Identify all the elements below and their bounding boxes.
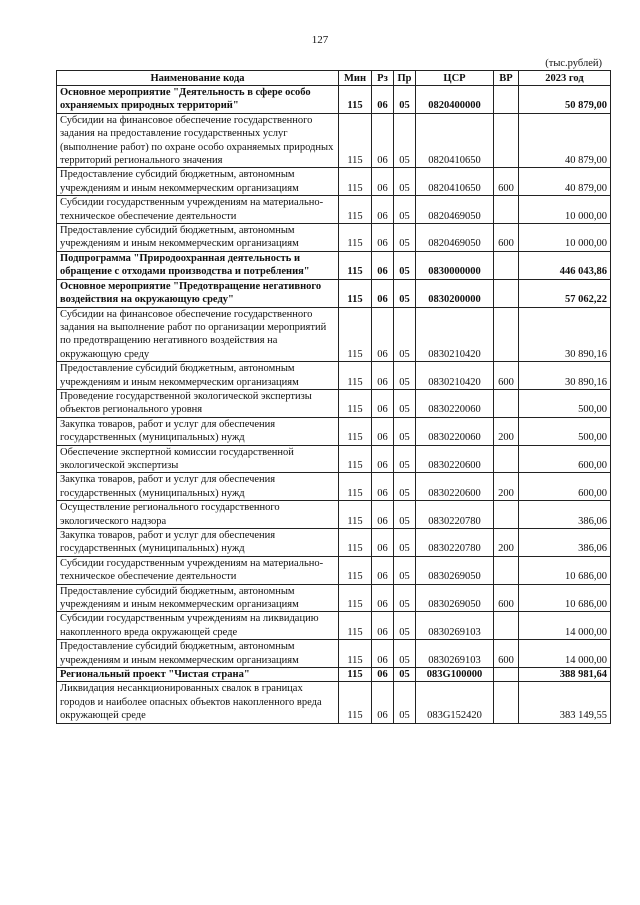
- row-vr-cell: 200: [494, 473, 519, 501]
- table-row: [57, 168, 611, 196]
- row-csr-cell: 083G100000: [416, 668, 494, 682]
- row-vr-cell: 200: [494, 417, 519, 445]
- row-name-cell: Закупка товаров, работ и услуг для обеспечения государственных (муниципальных) нужд: [57, 417, 339, 445]
- row-rz-cell: 06: [372, 682, 394, 723]
- row-rz-cell: 06: [372, 668, 394, 682]
- row-vr-cell: [494, 682, 519, 723]
- table-row: [57, 668, 611, 682]
- row-min-cell: 115: [339, 362, 372, 390]
- row-csr-cell: 083G152420: [416, 682, 494, 723]
- row-csr-cell: 0820400000: [416, 86, 494, 114]
- row-amount-cell: 10 686,00: [519, 556, 611, 584]
- table-row: [57, 556, 611, 584]
- row-min-cell: 115: [339, 279, 372, 307]
- row-amount-cell: 10 000,00: [519, 224, 611, 252]
- row-amount-cell: 14 000,00: [519, 640, 611, 668]
- row-rz-cell: 06: [372, 362, 394, 390]
- row-min-cell: 115: [339, 417, 372, 445]
- row-name-cell: Предоставление субсидий бюджетным, автономным учреждениям и иным некоммерческим организациям: [57, 362, 339, 390]
- row-pr-cell: 05: [394, 168, 416, 196]
- row-rz-cell: 06: [372, 279, 394, 307]
- row-vr-cell: [494, 612, 519, 640]
- row-amount-cell: 386,06: [519, 529, 611, 557]
- row-min-cell: 115: [339, 389, 372, 417]
- row-amount-cell: 446 043,86: [519, 251, 611, 279]
- row-rz-cell: 06: [372, 168, 394, 196]
- table-row: [57, 362, 611, 390]
- table-row: [57, 445, 611, 473]
- header-csr: ЦСР: [416, 71, 494, 86]
- row-pr-cell: 05: [394, 224, 416, 252]
- table-row: [57, 389, 611, 417]
- row-pr-cell: 05: [394, 389, 416, 417]
- table-row: [57, 682, 611, 723]
- row-name-cell: Субсидии государственным учреждениям на ликвидацию накопленного вреда окружающей среде: [57, 612, 339, 640]
- row-vr-cell: [494, 113, 519, 168]
- row-rz-cell: 06: [372, 196, 394, 224]
- row-rz-cell: 06: [372, 251, 394, 279]
- row-min-cell: 115: [339, 86, 372, 114]
- row-amount-cell: 10 000,00: [519, 196, 611, 224]
- row-rz-cell: 06: [372, 640, 394, 668]
- row-pr-cell: 05: [394, 279, 416, 307]
- row-vr-cell: [494, 389, 519, 417]
- row-csr-cell: 0830269103: [416, 640, 494, 668]
- table-row: [57, 612, 611, 640]
- row-pr-cell: 05: [394, 473, 416, 501]
- row-vr-cell: [494, 556, 519, 584]
- row-amount-cell: 386,06: [519, 501, 611, 529]
- row-rz-cell: 06: [372, 501, 394, 529]
- header-rz: Рз: [372, 71, 394, 86]
- row-csr-cell: 0830000000: [416, 251, 494, 279]
- row-csr-cell: 0830220780: [416, 501, 494, 529]
- row-amount-cell: 30 890,16: [519, 307, 611, 362]
- row-name-cell: Субсидии государственным учреждениям на материально-техническое обеспечение деятельности: [57, 196, 339, 224]
- row-rz-cell: 06: [372, 584, 394, 612]
- row-pr-cell: 05: [394, 668, 416, 682]
- row-vr-cell: [494, 86, 519, 114]
- unit-note: (тыс.рублей): [545, 58, 602, 69]
- table-row: [57, 584, 611, 612]
- row-name-cell: Основное мероприятие "Деятельность в сфере особо охраняемых природных территорий": [57, 86, 339, 114]
- header-name: Наименование кода: [57, 71, 339, 86]
- row-name-cell: Подпрограмма "Природоохранная деятельность и обращение с отходами производства и потребления": [57, 251, 339, 279]
- page-number: 127: [311, 34, 329, 46]
- table-header-row: [57, 71, 611, 86]
- row-name-cell: Осуществление регионального государственного экологического надзора: [57, 501, 339, 529]
- row-min-cell: 115: [339, 556, 372, 584]
- row-vr-cell: [494, 501, 519, 529]
- row-csr-cell: 0820410650: [416, 113, 494, 168]
- row-pr-cell: 05: [394, 196, 416, 224]
- row-amount-cell: 383 149,55: [519, 682, 611, 723]
- row-name-cell: Субсидии государственным учреждениям на материально-техническое обеспечение деятельности: [57, 556, 339, 584]
- row-amount-cell: 57 062,22: [519, 279, 611, 307]
- row-csr-cell: 0830220600: [416, 445, 494, 473]
- row-csr-cell: 0820410650: [416, 168, 494, 196]
- row-rz-cell: 06: [372, 445, 394, 473]
- header-min: Мин: [339, 71, 372, 86]
- row-vr-cell: 600: [494, 168, 519, 196]
- row-csr-cell: 0830220600: [416, 473, 494, 501]
- row-name-cell: Субсидии на финансовое обеспечение государственного задания на предоставление государственных услуг (выполнение работ) по охране особо охраняемых природных территорий регионального значения: [57, 113, 339, 168]
- table-row: [57, 473, 611, 501]
- row-amount-cell: 600,00: [519, 473, 611, 501]
- row-csr-cell: 0820469050: [416, 196, 494, 224]
- row-amount-cell: 30 890,16: [519, 362, 611, 390]
- row-vr-cell: [494, 668, 519, 682]
- row-name-cell: Закупка товаров, работ и услуг для обеспечения государственных (муниципальных) нужд: [57, 473, 339, 501]
- row-name-cell: Предоставление субсидий бюджетным, автономным учреждениям и иным некоммерческим организациям: [57, 224, 339, 252]
- row-amount-cell: 600,00: [519, 445, 611, 473]
- table-row: [57, 417, 611, 445]
- row-csr-cell: 0830210420: [416, 307, 494, 362]
- row-min-cell: 115: [339, 529, 372, 557]
- row-vr-cell: 600: [494, 224, 519, 252]
- row-name-cell: Предоставление субсидий бюджетным, автономным учреждениям и иным некоммерческим организациям: [57, 584, 339, 612]
- row-pr-cell: 05: [394, 501, 416, 529]
- budget-table: [56, 70, 611, 724]
- row-pr-cell: 05: [394, 362, 416, 390]
- row-min-cell: 115: [339, 251, 372, 279]
- row-pr-cell: 05: [394, 556, 416, 584]
- row-pr-cell: 05: [394, 251, 416, 279]
- row-rz-cell: 06: [372, 556, 394, 584]
- row-pr-cell: 05: [394, 307, 416, 362]
- row-csr-cell: 0830269050: [416, 556, 494, 584]
- row-rz-cell: 06: [372, 529, 394, 557]
- row-amount-cell: 388 981,64: [519, 668, 611, 682]
- row-name-cell: Региональный проект "Чистая страна": [57, 668, 339, 682]
- row-csr-cell: 0820469050: [416, 224, 494, 252]
- table-row: [57, 307, 611, 362]
- row-vr-cell: 200: [494, 529, 519, 557]
- row-min-cell: 115: [339, 584, 372, 612]
- row-name-cell: Закупка товаров, работ и услуг для обеспечения государственных (муниципальных) нужд: [57, 529, 339, 557]
- row-amount-cell: 50 879,00: [519, 86, 611, 114]
- row-csr-cell: 0830269103: [416, 612, 494, 640]
- row-min-cell: 115: [339, 224, 372, 252]
- row-name-cell: Субсидии на финансовое обеспечение государственного задания на выполнение работ по организации мероприятий по предотвращению негативного воздействия на окружающую среду: [57, 307, 339, 362]
- table-row: [57, 196, 611, 224]
- row-min-cell: 115: [339, 168, 372, 196]
- row-rz-cell: 06: [372, 224, 394, 252]
- row-min-cell: 115: [339, 682, 372, 723]
- header-vr: ВР: [494, 71, 519, 86]
- row-pr-cell: 05: [394, 529, 416, 557]
- row-pr-cell: 05: [394, 86, 416, 114]
- row-pr-cell: 05: [394, 640, 416, 668]
- row-vr-cell: 600: [494, 584, 519, 612]
- row-csr-cell: 0830220060: [416, 389, 494, 417]
- row-min-cell: 115: [339, 640, 372, 668]
- row-vr-cell: 600: [494, 362, 519, 390]
- row-pr-cell: 05: [394, 682, 416, 723]
- row-rz-cell: 06: [372, 86, 394, 114]
- row-rz-cell: 06: [372, 389, 394, 417]
- row-name-cell: Обеспечение экспертной комиссии государственной экологической экспертизы: [57, 445, 339, 473]
- row-rz-cell: 06: [372, 417, 394, 445]
- row-min-cell: 115: [339, 113, 372, 168]
- row-amount-cell: 14 000,00: [519, 612, 611, 640]
- row-pr-cell: 05: [394, 612, 416, 640]
- table-row: [57, 640, 611, 668]
- row-amount-cell: 40 879,00: [519, 113, 611, 168]
- row-min-cell: 115: [339, 668, 372, 682]
- row-csr-cell: 0830200000: [416, 279, 494, 307]
- table-row: [57, 529, 611, 557]
- row-name-cell: Предоставление субсидий бюджетным, автономным учреждениям и иным некоммерческим организациям: [57, 640, 339, 668]
- row-amount-cell: 10 686,00: [519, 584, 611, 612]
- row-min-cell: 115: [339, 612, 372, 640]
- row-min-cell: 115: [339, 445, 372, 473]
- table-row: [57, 86, 611, 114]
- row-name-cell: Предоставление субсидий бюджетным, автономным учреждениям и иным некоммерческим организациям: [57, 168, 339, 196]
- row-min-cell: 115: [339, 196, 372, 224]
- table-row: [57, 279, 611, 307]
- row-csr-cell: 0830210420: [416, 362, 494, 390]
- row-csr-cell: 0830220060: [416, 417, 494, 445]
- row-min-cell: 115: [339, 473, 372, 501]
- row-name-cell: Проведение государственной экологической экспертизы объектов регионального уровня: [57, 389, 339, 417]
- table-row: [57, 501, 611, 529]
- row-rz-cell: 06: [372, 113, 394, 168]
- row-vr-cell: [494, 196, 519, 224]
- row-rz-cell: 06: [372, 473, 394, 501]
- row-rz-cell: 06: [372, 307, 394, 362]
- row-min-cell: 115: [339, 307, 372, 362]
- header-year: 2023 год: [519, 71, 611, 86]
- row-name-cell: Основное мероприятие "Предотвращение негативного воздействия на окружающую среду": [57, 279, 339, 307]
- row-vr-cell: [494, 307, 519, 362]
- table-row: [57, 113, 611, 168]
- row-pr-cell: 05: [394, 584, 416, 612]
- table-row: [57, 251, 611, 279]
- row-vr-cell: [494, 251, 519, 279]
- row-vr-cell: [494, 279, 519, 307]
- row-name-cell: Ликвидация несанкционированных свалок в границах городов и наиболее опасных объектов накопленного вреда окружающей среде: [57, 682, 339, 723]
- row-vr-cell: 600: [494, 640, 519, 668]
- row-pr-cell: 05: [394, 113, 416, 168]
- row-vr-cell: [494, 445, 519, 473]
- row-csr-cell: 0830269050: [416, 584, 494, 612]
- row-pr-cell: 05: [394, 445, 416, 473]
- row-amount-cell: 500,00: [519, 417, 611, 445]
- table-row: [57, 224, 611, 252]
- row-pr-cell: 05: [394, 417, 416, 445]
- row-min-cell: 115: [339, 501, 372, 529]
- row-amount-cell: 40 879,00: [519, 168, 611, 196]
- row-rz-cell: 06: [372, 612, 394, 640]
- row-csr-cell: 0830220780: [416, 529, 494, 557]
- row-amount-cell: 500,00: [519, 389, 611, 417]
- header-pr: Пр: [394, 71, 416, 86]
